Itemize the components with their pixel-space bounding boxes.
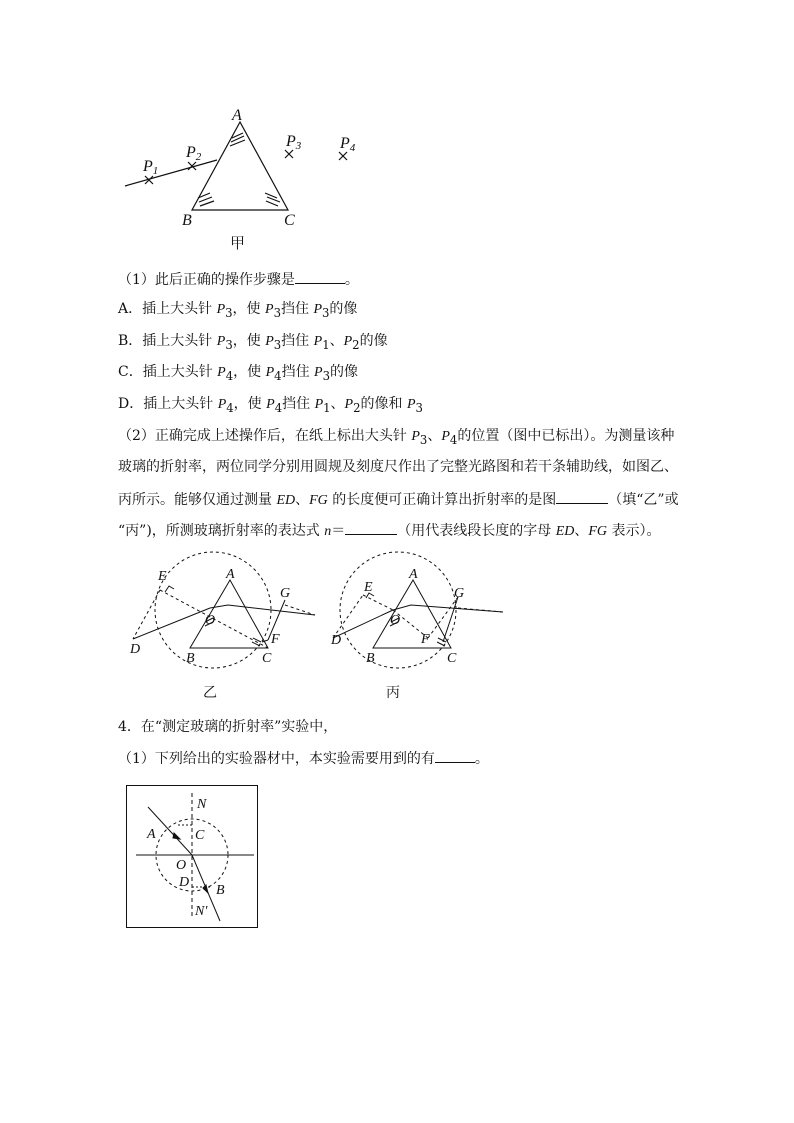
label-p4: P4	[340, 135, 356, 154]
figure-refraction-box	[126, 785, 258, 928]
yi-label-c: C	[262, 651, 272, 666]
box-label-d: D	[179, 875, 190, 890]
q4-stem: 4．在“测定玻璃的折射率”实验中，	[118, 719, 338, 735]
yi-label-b: B	[186, 651, 195, 666]
bing-label-o: O	[390, 613, 401, 628]
q4-sub1: （1）下列给出的实验器材中，本实验需要用到的有 。	[118, 748, 489, 769]
option-d: D．插上大头针 $P_4$，使 $P_4$挡住 $P_1$、$P_2$的像和 $P_3$	[118, 396, 423, 415]
label-c: C	[284, 212, 295, 229]
label-a: A	[232, 107, 242, 124]
yi-label-d: D	[130, 642, 141, 657]
yi-label-o: O	[205, 613, 216, 628]
yi-label-g: G	[280, 586, 291, 601]
answer-blank-4[interactable]	[435, 748, 475, 763]
figure-yi	[125, 560, 325, 705]
yi-label-a: A	[226, 567, 235, 582]
box-label-n: N	[197, 797, 207, 812]
figure-bing	[328, 560, 528, 705]
box-label-a: A	[147, 827, 156, 842]
q2-line4: “丙”)，所测玻璃折射率的表达式 n＝ （用代表线段长度的字母 ED、FG 表示）。	[118, 520, 660, 542]
bing-label-a: A	[409, 567, 418, 582]
option-a: A．插上大头针 $P_3$，使 $P_3$挡住 $P_3$的像	[118, 301, 358, 320]
label-p3: P3	[286, 133, 302, 152]
answer-blank-1[interactable]	[295, 269, 345, 284]
option-b: B．插上大头针 $P_3$，使 $P_3$挡住 $P_1$、$P_2$的像	[118, 333, 388, 352]
answer-blank-2[interactable]	[556, 489, 608, 504]
bing-label-g: G	[454, 586, 465, 601]
box-label-nprime: N′	[195, 904, 208, 919]
q2-line2: 玻璃的折射率，两位同学分别用圆规及刻度尺作出了完整光路图和若干条辅助线，如图乙、	[118, 459, 678, 475]
figure-jia-prism	[110, 100, 390, 260]
label-b: B	[182, 212, 192, 229]
answer-blank-3[interactable]	[345, 520, 397, 535]
box-label-b: B	[216, 883, 225, 898]
q1-stem: （1）此后正确的操作步骤是 。	[118, 269, 359, 290]
bing-label-e: E	[364, 580, 373, 595]
bing-label-c: C	[447, 651, 457, 666]
label-p2: P2	[186, 144, 202, 163]
bing-label-b: B	[366, 651, 375, 666]
yi-label-f: F	[271, 632, 280, 647]
bing-label-f: F	[421, 632, 430, 647]
caption-bing: 丙	[386, 685, 400, 701]
label-p1: P1	[143, 158, 159, 177]
yi-label-e: E	[158, 569, 167, 584]
q2-line1: （2）正确完成上述操作后，在纸上标出大头针 $P_3$、$P_4$的位置（图中已标出）。为测量该种	[118, 428, 675, 447]
box-label-c: C	[195, 828, 205, 843]
bing-label-d: D	[331, 633, 342, 648]
option-c: C．插上大头针 $P_4$，使 $P_4$挡住 $P_3$的像	[118, 364, 359, 383]
caption-yi: 乙	[203, 685, 217, 701]
caption-jia: 甲	[230, 234, 246, 252]
q2-line3: 丙所示。能够仅通过测量 ED、FG 的长度便可正确计算出折射率的是图 （填“乙”或	[118, 489, 679, 511]
box-label-o: O	[176, 858, 187, 873]
